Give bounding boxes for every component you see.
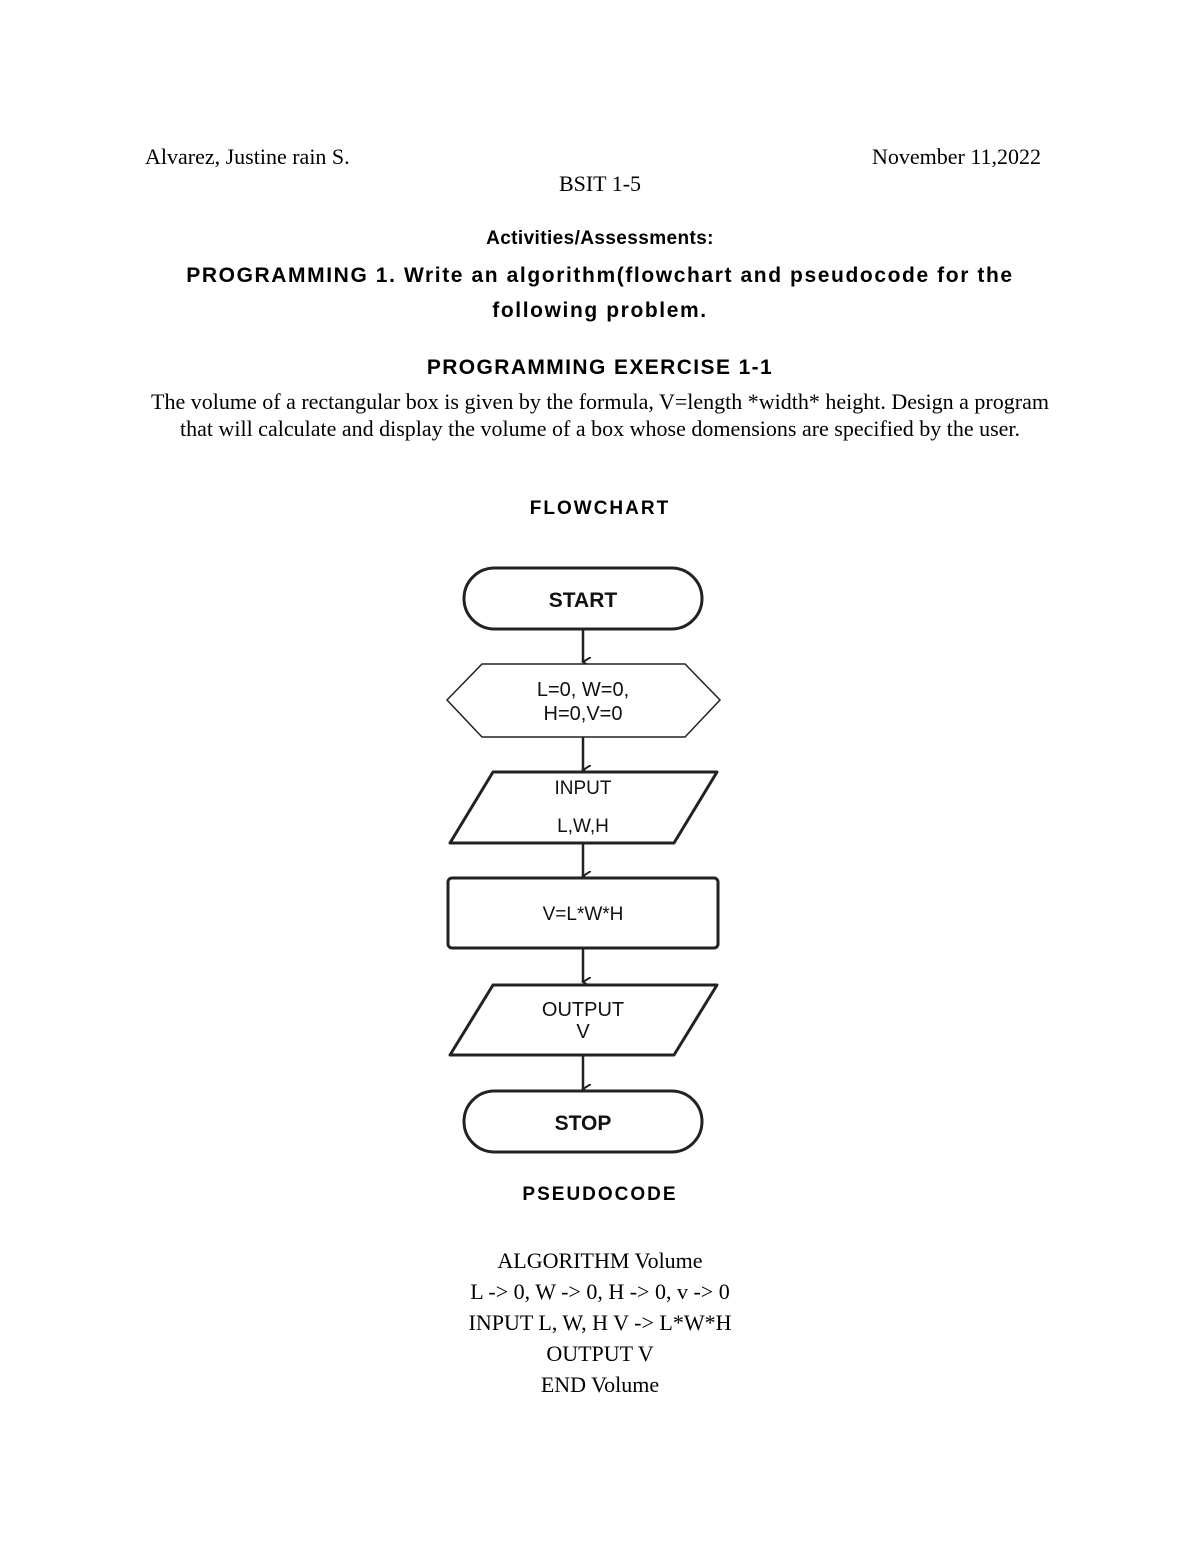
exercise-title: PROGRAMMING EXERCISE 1-1 bbox=[426, 356, 774, 379]
pseudocode-line: END Volume bbox=[540, 1372, 660, 1397]
pseudocode-line: L -> 0, W -> 0, H -> 0, v -> 0 bbox=[470, 1279, 730, 1304]
activities-label: Activities/Assessments: bbox=[486, 228, 714, 249]
pseudocode-block bbox=[0, 1245, 1200, 1400]
course-section: BSIT 1-5 bbox=[558, 171, 642, 196]
problem-statement: The volume of a rectangular box is given by the formula, V=length *width* height. Design a program that will calculate and display the volume of a box whose domensions are specified by the user. bbox=[151, 389, 1049, 441]
process-label: V=L*W*H bbox=[542, 904, 624, 925]
output-label-line2: V bbox=[576, 1021, 590, 1043]
programming-title: PROGRAMMING 1. Write an algorithm(flowchart and pseudocode for the following problem. bbox=[186, 264, 1014, 322]
start-label: START bbox=[548, 589, 618, 612]
pseudocode-line: OUTPUT V bbox=[546, 1341, 654, 1366]
input-label-line2: L,W,H bbox=[557, 816, 609, 837]
init-label-line1: L=0, W=0, bbox=[536, 679, 630, 701]
stop-label: STOP bbox=[554, 1112, 612, 1135]
pseudocode-line: INPUT L, W, H V -> L*W*H bbox=[468, 1310, 732, 1335]
init-label-line2: H=0,V=0 bbox=[543, 703, 623, 725]
output-label-line1: OUTPUT bbox=[541, 999, 625, 1021]
pseudocode-heading: PSEUDOCODE bbox=[522, 1184, 678, 1205]
input-label-line1: INPUT bbox=[554, 778, 612, 799]
document-date: November 11,2022 bbox=[872, 144, 1042, 169]
author-name: Alvarez, Justine rain S. bbox=[145, 144, 350, 169]
pseudocode-line: ALGORITHM Volume bbox=[497, 1248, 703, 1273]
flowchart-heading: FLOWCHART bbox=[529, 498, 671, 519]
